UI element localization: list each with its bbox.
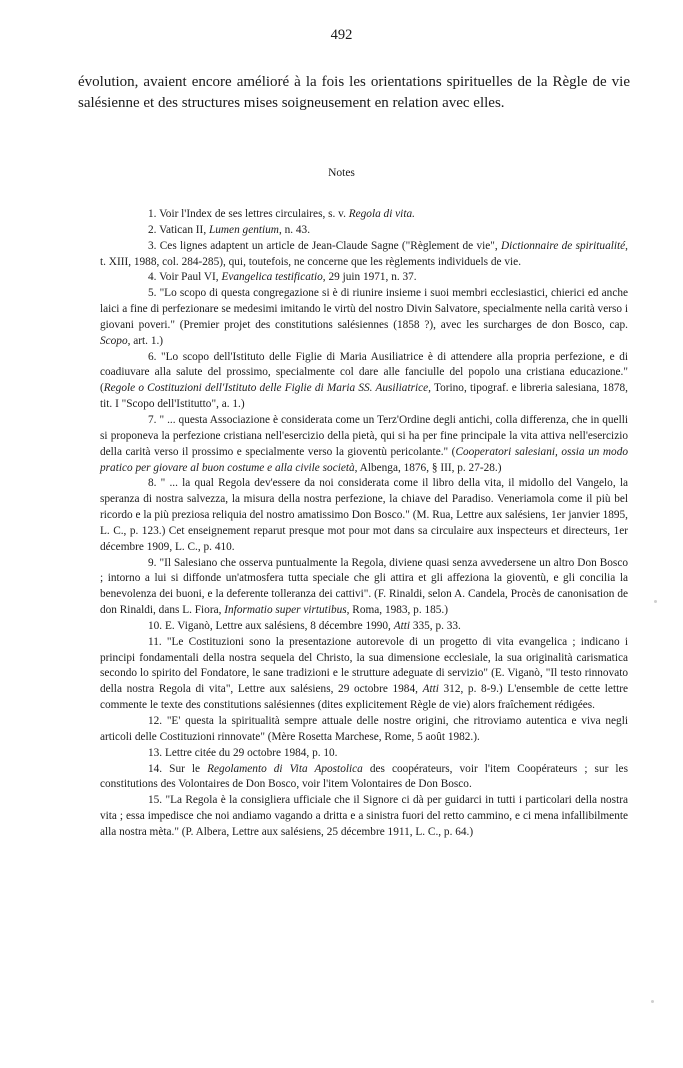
notes-list xyxy=(100,207,628,841)
page-number: 492 xyxy=(330,27,353,43)
note-text: , t. XIII, 1988, col. 284-285), qui, toutefois, ne concerne que les règlements individuels de vie. xyxy=(100,239,628,268)
note-italic-text: Lumen gentium xyxy=(208,223,279,236)
note-italic-text: Scopo xyxy=(100,334,128,347)
note-text: 7. " ... questa Associazione è considerata come un Terz'Ordine degli antichi, colla differenza, che in quelli si proponeva la perfezione cristiana nell'esercizio della pietà, qui si ha per fine principale la vita attiva nell'esercizio della carità verso il prossimo e specialmente verso la gioventù pericolante." ( xyxy=(100,413,628,458)
note-text: 12. "E' questa la spiritualità sempre attuale delle nostre origini, che ritroviamo autentica e viva negli articoli delle Costituzioni rinnovate" (Mère Rosetta Marchese, Rome, 5 août 1982.). xyxy=(100,715,628,743)
note-italic-text: Atti xyxy=(422,683,439,696)
note-text: 312, p. 8-9.) L'ensemble de cette lettre commente le texte des constitutions salésiennes (dites explicitement Règle de vie) alors fraîchement rédigées. xyxy=(100,683,629,712)
note-text: 9. "Il Salesiano che osserva puntualmente la Regola, diviene quasi senza avvedersene un altro Don Bosco ; intorno a lui si diffonde un'atmosfera tutta speciale che gli attira et gli affeziona la gioventù, e gli concilia la benevolenza dei buoni, e la deferente tolleranza dei cattivi". (F. Rinaldi, selon A. Candela, Procès de canonisation de don Rinaldi, dans L. Fiora, xyxy=(100,556,628,617)
note-text: Torino, tipograf. e libreria salesiana, 1878, tit. I "Scopo dell'Istitutto", a. 1.) xyxy=(100,382,628,411)
scan-speck xyxy=(654,600,657,603)
note-item xyxy=(100,239,628,271)
note-text: 13. Lettre citée du 29 octobre 1984, p. 10. xyxy=(148,746,338,759)
note-item xyxy=(100,223,628,239)
note-item xyxy=(100,762,628,794)
notes-heading: Notes xyxy=(328,167,355,179)
note-item xyxy=(100,556,628,619)
note-italic-text: Cooperatori salesiani, ossia un modo pratico per giovare al buon costume e alla civile società xyxy=(100,445,628,474)
note-text: 10. E. Viganò, Lettre aux salésiens, 8 décembre 1990, xyxy=(148,619,394,632)
note-italic-text: Regole o Costituzioni dell'Istituto delle Figlie di Maria SS. Ausiliatrice, xyxy=(103,382,431,395)
note-text: , n. 43. xyxy=(278,223,311,236)
note-item xyxy=(100,746,628,762)
note-item xyxy=(100,793,628,841)
note-item xyxy=(100,635,628,714)
note-item xyxy=(100,619,628,635)
note-text: 4. Voir Paul VI, xyxy=(148,271,222,284)
note-text: 14. Sur le xyxy=(148,762,208,775)
note-text: 15. "La Regola è la consigliera ufficiale che il Signore ci dà per guidarci in tutti i particolari della nostra vita ; essa impedisce che noi andiamo vagando a dritta e a sinistra fuori del retto cammino, e ci mena infallibilmente alla nostra mèta." (P. Albera, Lettre aux salésiens, 25 décembre 1911, L. C., p. 64.) xyxy=(100,794,628,838)
note-text: 8. " ... la qual Regola dev'essere da noi considerata come il libro della vita, il midollo del Vangelo, la speranza di nostra salvezza, la misura della nostra perfezione, la chiave del Paradiso. Veneriamola come il più bel ricordo e la più preziosa reliquia del nostro amatissimo Don Bosco." (M. Rua, Lettre aux salésiens, 1er janvier 1895, L. C., p. 123.) Cet enseignement reparut presque mot pour mot dans sa circulaire aux inspecteurs et directeurs, 1er décembre 1909, L. C., p. 410. xyxy=(100,477,628,553)
note-italic-text: Evangelica testificatio xyxy=(221,271,323,284)
note-item xyxy=(100,286,628,349)
note-text: 5. "Lo scopo di questa congregazione si è di riunire insieme i suoi membri ecclesiastici, chierici ed anche laici a fine di perfezionare se medesimi imitando le virtù del nostro Divin Salvatore, specialmente nella carità verso i giovani poveri." (Premier projet des constitutions salésiennes (1858 ?), avec les surcharges de don Bosco, cap. xyxy=(100,287,628,331)
note-italic-text: Regolamento di Vita Apostolica xyxy=(207,762,363,775)
note-text: , 29 juin 1971, n. 37. xyxy=(322,271,417,284)
note-text: , Albenga, 1876, § III, p. 27-28.) xyxy=(354,461,502,474)
note-item xyxy=(100,270,628,286)
note-italic-text: Dictionnaire de spiritualité xyxy=(501,239,626,252)
note-text: 3. Ces lignes adaptent un article de Jean-Claude Sagne ("Règlement de vie", xyxy=(148,239,502,252)
note-text: , Roma, 1983, p. 185.) xyxy=(346,604,449,617)
note-item xyxy=(100,714,628,746)
note-item xyxy=(100,413,628,476)
note-text: 2. Vatican II, xyxy=(148,223,209,236)
scan-speck xyxy=(651,1000,654,1003)
intro-paragraph: évolution, avaient encore amélioré à la fois les orientations spirituelles de la Règle de vie salésienne et des structures mises soigneusement en relation avec elles. xyxy=(78,74,630,111)
note-item xyxy=(100,476,628,555)
note-text: 6. "Lo scopo dell'Istituto delle Figlie di Maria Ausiliatrice è di attendere alla propria perfezione, e di coadiuvare alla salute del prossimo, specialmente col dare alle fanciulle del popolo una cristiana educazione." ( xyxy=(100,350,628,395)
note-item xyxy=(100,350,628,413)
note-text: 335, p. 33. xyxy=(410,619,461,632)
note-italic-text: Atti xyxy=(393,619,411,632)
note-text: 11. "Le Costituzioni sono la presentazione autorevole di un progetto di vita evangelica ; indicano i principi fondamentali della nostra sequela del Christo, la sua dimensione ecclesiale, la sua originalità carismatica secondo lo spirito del Fondatore, le sane tradizioni e le strutture adeguate di servizio" (E. Viganò, "Il testo rinnovato della nostra Regola di vita", Lettre aux salésiens, 29 octobre 1984, xyxy=(100,635,628,696)
note-text: 1. Voir l'Index de ses lettres circulaires, s. v. xyxy=(148,208,349,220)
note-text: des coopérateurs, voir l'item Coopérateurs ; sur les constitutions des Volontaires de Don Bosco, voir l'item Volontaires de Don Bosco. xyxy=(100,762,628,791)
note-italic-text: Regola di vita. xyxy=(348,208,415,220)
note-text: , art. 1.) xyxy=(127,334,164,347)
note-italic-text: Informatio super virtutibus xyxy=(224,604,347,617)
note-item xyxy=(100,207,628,223)
